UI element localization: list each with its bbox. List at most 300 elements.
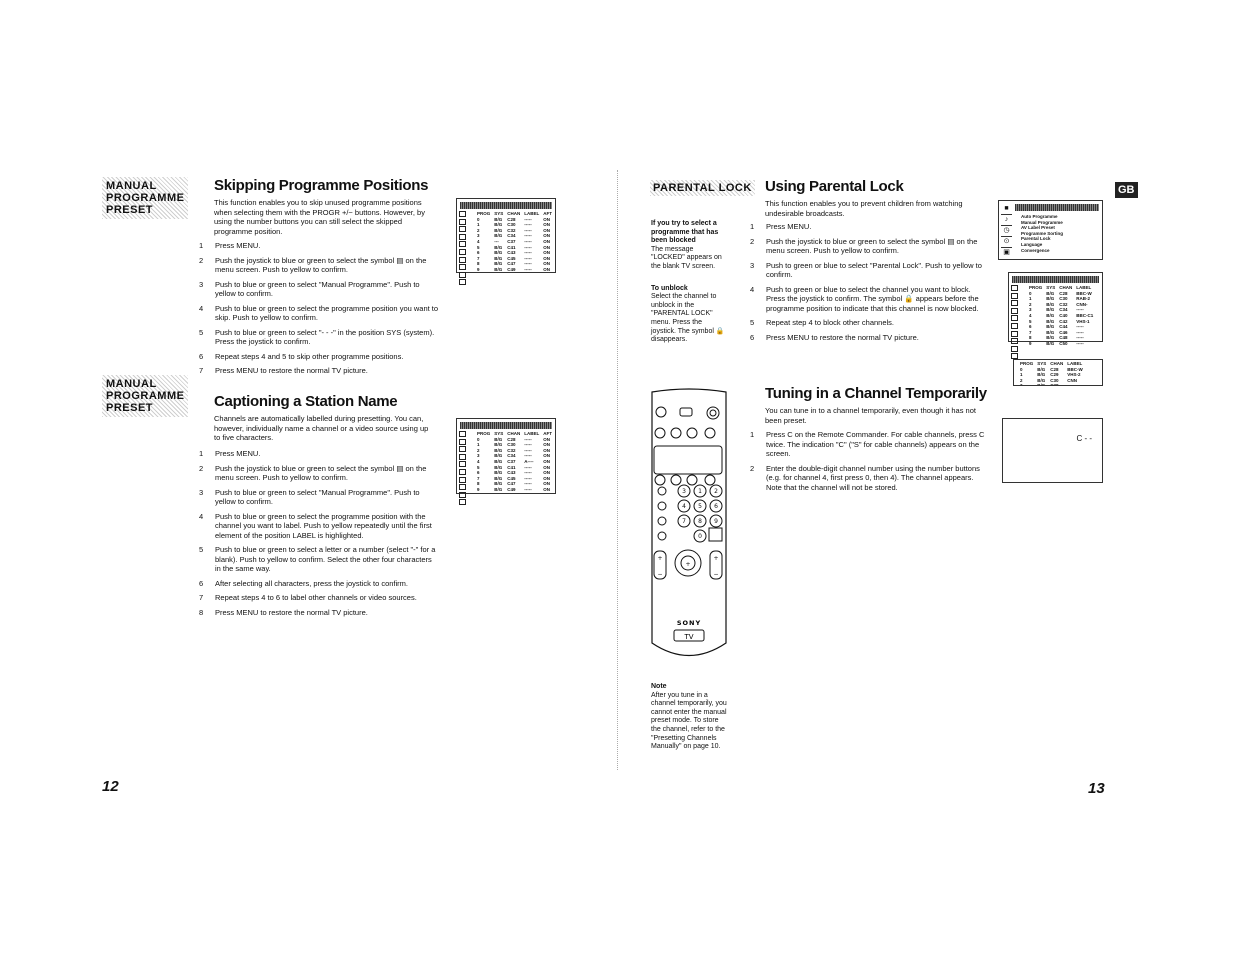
step-item: [199, 608, 439, 618]
table-cell: B/G: [1046, 340, 1055, 346]
step-number: 1: [750, 430, 755, 439]
table-cell: 4: [1029, 312, 1032, 318]
menu-icons-column: [459, 431, 466, 507]
table-cell: 1: [477, 442, 480, 448]
table-cell: C43: [507, 470, 516, 476]
table-cell: -----: [1076, 324, 1084, 330]
table-cell: -----: [524, 250, 532, 256]
table-cell: VHS-1: [1076, 318, 1090, 324]
step-item: [750, 237, 988, 256]
step-item: [199, 366, 439, 376]
page-divider: [617, 170, 618, 770]
table-cell: C49: [507, 486, 516, 492]
table-cell: 7: [477, 255, 480, 261]
tv-screen-captioning: [456, 418, 556, 494]
table-header-cell: AFT: [543, 431, 553, 436]
step-item: [199, 241, 439, 251]
table-cell: ON: [543, 244, 551, 250]
svg-text:2: 2: [714, 488, 718, 495]
step-number: 3: [199, 279, 204, 289]
step-text: Repeat step 4 to block other channels.: [766, 318, 894, 327]
svg-text:4: 4: [682, 503, 686, 510]
step-text: Push the joystick to blue or green to select the symbol ▤ on the menu screen. Push to yellow to confirm.: [766, 236, 978, 255]
table-cell: -----: [524, 233, 532, 239]
step-number: 2: [750, 236, 755, 246]
table-cell: B/G: [494, 233, 503, 239]
table-header-cell: LABEL: [524, 211, 540, 216]
step-item: [750, 333, 988, 343]
step-text: Press MENU.: [215, 449, 261, 458]
menu-icons-column: [1011, 285, 1018, 361]
table-cell: B/G: [1046, 301, 1055, 307]
table-cell: C46: [1059, 329, 1068, 335]
table-row: [1027, 341, 1095, 347]
table-cell: 9: [1029, 340, 1032, 346]
section-intro-tuning: You can tune in to a channel temporarily, even though it has not been preset.: [765, 406, 976, 425]
table-cell: -----: [524, 222, 532, 228]
svg-text:+: +: [685, 561, 691, 568]
table-header-cell: SYS: [494, 431, 504, 436]
table-cell: ON: [543, 442, 551, 448]
step-number: 5: [199, 327, 204, 337]
step-item: [199, 280, 439, 299]
section-title-tuning: Tuning in a Channel Temporarily: [765, 385, 987, 402]
table-cell: CNN: [1067, 377, 1078, 383]
table-cell: -----: [524, 216, 532, 222]
table-header-cell: CHAN: [1059, 285, 1073, 290]
table-cell: C38: [1050, 383, 1059, 386]
table-cell: -----: [524, 244, 532, 250]
table-cell: B/G: [1046, 329, 1055, 335]
table-cell: 9: [477, 266, 480, 272]
table-cell: B/G: [1046, 307, 1055, 313]
table-cell: C30: [507, 222, 516, 228]
step-text: After selecting all characters, press the joystick to confirm.: [215, 578, 408, 588]
step-number: 6: [199, 351, 204, 361]
table-cell: 4: [477, 238, 480, 244]
table-cell: B/G: [1046, 324, 1055, 330]
tab-line: MANUAL: [106, 180, 157, 192]
table-cell: ON: [543, 261, 551, 267]
table-cell: 3: [477, 233, 480, 239]
table-cell: A----: [524, 458, 534, 464]
tab-line: PROGRAMME: [106, 390, 185, 402]
screen-title-bar: [460, 422, 552, 429]
table-cell: C47: [507, 481, 516, 487]
timer-icon: ◷: [1001, 226, 1012, 237]
note-heading: Note: [651, 683, 667, 690]
table-cell: ON: [543, 238, 551, 244]
step-text: Push to blue or green to select the programme position you want to skip. Push to yellow to confirm.: [215, 303, 439, 322]
step-item: [750, 430, 988, 459]
table-cell: C34: [507, 453, 516, 459]
table-cell: 8: [477, 261, 480, 267]
table-row: [475, 267, 554, 273]
side-note-blocked: [651, 220, 726, 345]
table-cell: ON: [543, 233, 551, 239]
step-number: 4: [199, 303, 204, 313]
section-intro-parental-lock: This function enables you to prevent children from watching undesirable broadcasts.: [765, 199, 963, 218]
table-cell: 1: [1029, 296, 1032, 302]
programme-table: [475, 431, 554, 493]
preset-icon: ⊙: [1001, 237, 1012, 248]
menu-icons-column: [459, 211, 466, 287]
tv-screen-main-menu: [998, 200, 1103, 260]
table-cell: RAB-2: [1076, 296, 1091, 302]
step-number: 3: [199, 487, 204, 497]
table-cell: ON: [543, 470, 551, 476]
table-cell: C45: [507, 255, 516, 261]
table-cell: ON: [543, 227, 551, 233]
step-text: Push to green or blue to select the channel you want to block. Press the joystick to confirm. The symbol 🔒 appears before the programme position to indicate that this channel is now blocked.: [766, 284, 979, 313]
svg-text:−: −: [713, 571, 719, 578]
svg-text:9: 9: [714, 518, 718, 525]
table-cell: B/G: [494, 250, 503, 256]
tab-line: PRESET: [106, 204, 154, 216]
table-cell: -----: [524, 447, 532, 453]
table-cell: 6: [477, 470, 480, 476]
table-cell: ON: [543, 266, 551, 272]
menu-item: Parental Lock: [1021, 236, 1051, 242]
unblock-heading: To unblock: [651, 284, 688, 292]
table-cell: 2: [477, 447, 480, 453]
table-header-cell: CHAN: [507, 211, 521, 216]
blocked-table: [1018, 361, 1085, 386]
table-cell: B/G: [494, 475, 503, 481]
lock-icon: ▣: [1003, 249, 1010, 256]
table-cell: 3: [1029, 307, 1032, 313]
table-cell: ON: [543, 447, 551, 453]
step-text: Push to blue or green to select the programme position with the channel you want to label. Push to yellow repeatedly until the first element of the position LABEL is highlighted.: [215, 511, 432, 540]
step-item: [199, 328, 439, 347]
screen-title-bar: [460, 202, 552, 209]
tab-line: PRESET: [106, 402, 154, 414]
table-cell: B/G: [494, 486, 503, 492]
step-text: Push to green or blue to select "Parental Lock". Push to yellow to confirm.: [766, 260, 982, 279]
step-text: Press C on the Remote Commander. For cable channels, press C twice. The indication "C" ("S" for cable channels) appears on the screen.: [766, 430, 985, 458]
step-number: 8: [199, 607, 204, 617]
lock-table: [1027, 285, 1095, 347]
table-cell: C30: [1050, 377, 1059, 383]
table-cell: 3: [1020, 383, 1023, 386]
section-title-skipping: Skipping Programme Positions: [214, 177, 429, 194]
table-cell: B/G: [494, 442, 503, 448]
menu-item-list: [1021, 214, 1063, 253]
remote-commander: [648, 388, 730, 663]
table-cell: -----: [524, 464, 532, 470]
step-text: Push the joystick to blue or green to select the symbol ▤ on the menu screen. Push to yellow to confirm.: [215, 255, 427, 274]
menu-item: Auto Programme: [1021, 214, 1058, 219]
table-cell: -----: [524, 261, 532, 267]
table-cell: BBC-C1: [1076, 312, 1094, 318]
table-cell: ON: [543, 255, 551, 261]
remote-brand: SONY: [676, 619, 702, 627]
table-cell: B/G: [494, 464, 503, 470]
step-number: 5: [199, 545, 204, 554]
step-item: [199, 488, 439, 507]
step-item: [750, 261, 988, 280]
step-item: [750, 285, 988, 314]
table-cell: 5: [1029, 318, 1032, 324]
sound-icon: ♪: [1001, 215, 1012, 226]
table-cell: -----: [524, 436, 532, 442]
step-text: Push to blue or green to select "- - -" in the position SYS (system). Press the joystick to confirm.: [215, 327, 435, 346]
table-cell: -----: [524, 266, 532, 272]
steps-list-skipping: [199, 241, 439, 381]
table-cell: B/G: [1046, 335, 1055, 341]
table-header-cell: AFT: [543, 211, 553, 216]
step-text: Repeat steps 4 to 6 to label other channels or video sources.: [215, 593, 417, 602]
table-cell: B/G: [494, 266, 503, 272]
table-cell: -----: [524, 486, 532, 492]
step-number: 2: [199, 463, 204, 473]
screen-title-bar: [1012, 276, 1099, 283]
table-cell: 0: [477, 216, 480, 222]
step-text: Press MENU.: [215, 241, 261, 250]
menu-item: Convergence: [1021, 247, 1050, 253]
step-number: 4: [199, 511, 204, 521]
table-cell: C34: [507, 233, 516, 239]
remote-tv-label: TV: [684, 633, 694, 641]
table-cell: C28: [507, 436, 516, 442]
table-cell: C41: [507, 464, 516, 470]
table-cell: 9: [477, 486, 480, 492]
step-number: 2: [750, 463, 755, 473]
step-text: Press MENU to restore the normal TV picture.: [215, 607, 368, 617]
step-number: 7: [199, 593, 204, 602]
table-header-cell: PROG: [477, 431, 491, 436]
table-cell: C49: [507, 266, 516, 272]
table-cell: ON: [543, 464, 551, 470]
table-cell: ON: [543, 222, 551, 228]
table-cell: B/G: [494, 481, 503, 487]
table-cell: C30: [1059, 296, 1068, 302]
step-number: 1: [750, 222, 755, 231]
table-cell: B/G: [494, 244, 503, 250]
table-cell: -----: [1076, 329, 1084, 335]
svg-text:3: 3: [682, 488, 686, 495]
svg-text:0: 0: [698, 533, 702, 540]
table-cell: B/G: [494, 470, 503, 476]
step-number: 6: [750, 332, 755, 342]
table-cell: -----: [524, 238, 532, 244]
table-cell: -----: [524, 255, 532, 261]
table-cell: B/G: [494, 458, 503, 464]
table-cell: -----: [1076, 307, 1084, 313]
step-text: Press MENU.: [766, 222, 812, 231]
table-cell: CNN-: [1076, 301, 1088, 307]
table-cell: C32: [507, 447, 516, 453]
table-cell: 0: [1020, 366, 1023, 372]
step-item: [199, 304, 439, 323]
svg-text:7: 7: [682, 518, 686, 525]
step-text: Push to blue or green to select "Manual Programme". Push to yellow to confirm.: [215, 487, 420, 506]
table-cell: -----: [524, 470, 532, 476]
table-cell: -----: [524, 475, 532, 481]
table-cell: C28: [1059, 290, 1068, 296]
table-cell: -----: [524, 453, 532, 459]
step-number: 5: [750, 318, 755, 327]
table-header-row: [1027, 285, 1095, 291]
table-cell: 8: [477, 481, 480, 487]
table-cell: B/G: [494, 447, 503, 453]
table-cell: LABEL: [1067, 361, 1083, 366]
country-badge: GB: [1115, 182, 1138, 198]
step-item: [750, 222, 988, 232]
section-intro-skipping: This function enables you to skip unused programme positions when selecting them with the PROGR +/− buttons. However, by using the number buttons you can still select the skipped programme position.: [214, 198, 425, 236]
table-cell: C48: [1059, 335, 1068, 341]
table-cell: C37: [507, 238, 516, 244]
table-cell: B/G: [1037, 366, 1046, 372]
table-header-cell: LABEL: [1076, 285, 1092, 290]
step-number: 3: [750, 260, 755, 270]
step-item: [750, 318, 988, 328]
table-cell: B/G: [1046, 318, 1055, 324]
table-cell: BBC-W: [1076, 290, 1092, 296]
table-cell: B/G: [1046, 296, 1055, 302]
step-item: [199, 593, 439, 603]
table-cell: -----: [1076, 340, 1084, 346]
svg-text:6: 6: [714, 503, 718, 510]
channel-indicator: C - -: [1076, 434, 1092, 443]
step-item: [199, 464, 439, 483]
tab-line: PROGRAMME: [106, 192, 185, 204]
table-row: [475, 487, 554, 493]
table-cell: 3: [477, 453, 480, 459]
table-cell: 0: [477, 436, 480, 442]
table-cell: C34: [1059, 307, 1068, 313]
table-row: [1018, 361, 1085, 367]
table-cell: VHS-2: [1067, 372, 1081, 378]
svg-text:+: +: [713, 555, 719, 562]
table-cell: -----: [1067, 383, 1075, 386]
step-text: Push to blue or green to select "Manual Programme". Push to yellow to confirm.: [215, 279, 420, 298]
table-cell: C29: [1050, 372, 1059, 378]
step-number: 1: [199, 241, 204, 250]
table-header-cell: CHAN: [507, 431, 521, 436]
table-cell: ON: [543, 486, 551, 492]
table-cell: B/G: [1046, 290, 1055, 296]
table-cell: C44: [1059, 324, 1068, 330]
step-item: [199, 512, 439, 541]
table-cell: B/G: [494, 255, 503, 261]
tv-screen-parental-lock: [1008, 272, 1103, 346]
screen-title-bar: [1015, 204, 1099, 211]
table-cell: -----: [1076, 335, 1084, 341]
table-cell: 2: [477, 227, 480, 233]
step-item: [199, 352, 439, 362]
side-note-text: The message "LOCKED" appears on the blank TV screen.: [651, 245, 722, 270]
table-cell: B/G: [494, 261, 503, 267]
table-header-cell: SYS: [494, 211, 504, 216]
step-number: 7: [199, 366, 204, 375]
table-cell: C28: [1050, 366, 1059, 372]
table-cell: -----: [524, 481, 532, 487]
programme-table: [475, 211, 554, 273]
step-item: [199, 449, 439, 459]
table-header-cell: PROG: [1029, 285, 1043, 290]
table-cell: -----: [524, 227, 532, 233]
side-note-heading: If you try to select a programme that has been blocked: [651, 220, 719, 245]
svg-text:1: 1: [698, 488, 702, 495]
table-cell: C30: [507, 442, 516, 448]
table-cell: 1: [477, 222, 480, 228]
table-cell: ON: [543, 453, 551, 459]
svg-text:+: +: [657, 555, 663, 562]
tv-screen-channel: [1002, 418, 1103, 483]
table-cell: C32: [1059, 301, 1068, 307]
table-cell: 2: [1020, 377, 1023, 383]
table-cell: ON: [543, 458, 551, 464]
picture-icon: ■: [1001, 204, 1012, 215]
table-cell: B/G: [494, 453, 503, 459]
note-temporary: [651, 683, 729, 752]
table-cell: 2: [1029, 301, 1032, 307]
step-text: Press MENU to restore the normal TV picture.: [215, 366, 368, 375]
table-cell: B/G: [1037, 383, 1046, 386]
unblock-text: Select the channel to unblock in the "PARENTAL LOCK" menu. Press the joystick. The symbol 🔒 disappears.: [651, 293, 725, 344]
table-row: [1018, 383, 1085, 386]
tv-screen-manual-programme: [456, 198, 556, 273]
step-item: [199, 256, 439, 275]
step-item: [750, 464, 988, 493]
svg-text:5: 5: [698, 503, 702, 510]
table-cell: 6: [477, 250, 480, 256]
menu-item: Programme Sorting: [1021, 230, 1064, 236]
page-number-left: 12: [102, 778, 119, 795]
table-cell: B/G: [1037, 377, 1046, 383]
steps-list-parental-lock: [750, 222, 988, 347]
table-cell: C28: [507, 216, 516, 222]
step-number: 1: [199, 449, 204, 458]
step-number: 2: [199, 255, 204, 265]
menu-item: AV Label Preset: [1021, 225, 1055, 231]
table-cell: B/G: [1037, 372, 1046, 378]
page-number-right: 13: [1088, 780, 1105, 797]
table-cell: 7: [477, 475, 480, 481]
table-cell: 0: [1029, 290, 1032, 296]
table-cell: 4: [477, 458, 480, 464]
tab-line: MANUAL: [106, 378, 157, 390]
note-text: After you tune in a channel temporarily, you cannot enter the manual preset mode. To store the channel, refer to the "Presetting Channels Manually" on page 10.: [651, 691, 727, 751]
steps-list-captioning: [199, 449, 439, 622]
steps-list-tuning: [750, 430, 988, 497]
menu-item: Language: [1021, 241, 1043, 247]
table-cell: PROG: [1020, 361, 1034, 366]
table-cell: CHAN: [1050, 361, 1064, 366]
table-cell: C37: [507, 458, 516, 464]
table-cell: B/G: [494, 227, 503, 233]
table-cell: 1: [1020, 372, 1023, 378]
table-cell: ON: [543, 250, 551, 256]
table-cell: 5: [477, 464, 480, 470]
table-cell: B/G: [494, 216, 503, 222]
step-text: Repeat steps 4 and 5 to skip other programme positions.: [215, 351, 404, 361]
menu-symbol-column: [1001, 204, 1012, 258]
step-text: Push the joystick to blue or green to select the symbol ▤ on the menu screen. Push to yellow to confirm.: [215, 463, 427, 482]
table-cell: C42: [1059, 318, 1068, 324]
table-cell: C47: [507, 261, 516, 267]
step-item: [199, 579, 439, 589]
step-number: 4: [750, 284, 755, 294]
step-number: 6: [199, 578, 204, 588]
menu-item: Manual Programme: [1021, 219, 1063, 225]
table-cell: ON: [543, 481, 551, 487]
section-intro-captioning: Channels are automatically labelled during presetting. You can, however, individually name a channel or a video source using up to five characters.: [214, 414, 429, 442]
table-cell: ON: [543, 216, 551, 222]
step-text: Enter the double-digit channel number using the number buttons (e.g. for channel 4, first press 0, then 4). The channel appears. Note that the channel will not be stored.: [766, 463, 980, 492]
tv-screen-blocked-list: [1013, 359, 1103, 386]
